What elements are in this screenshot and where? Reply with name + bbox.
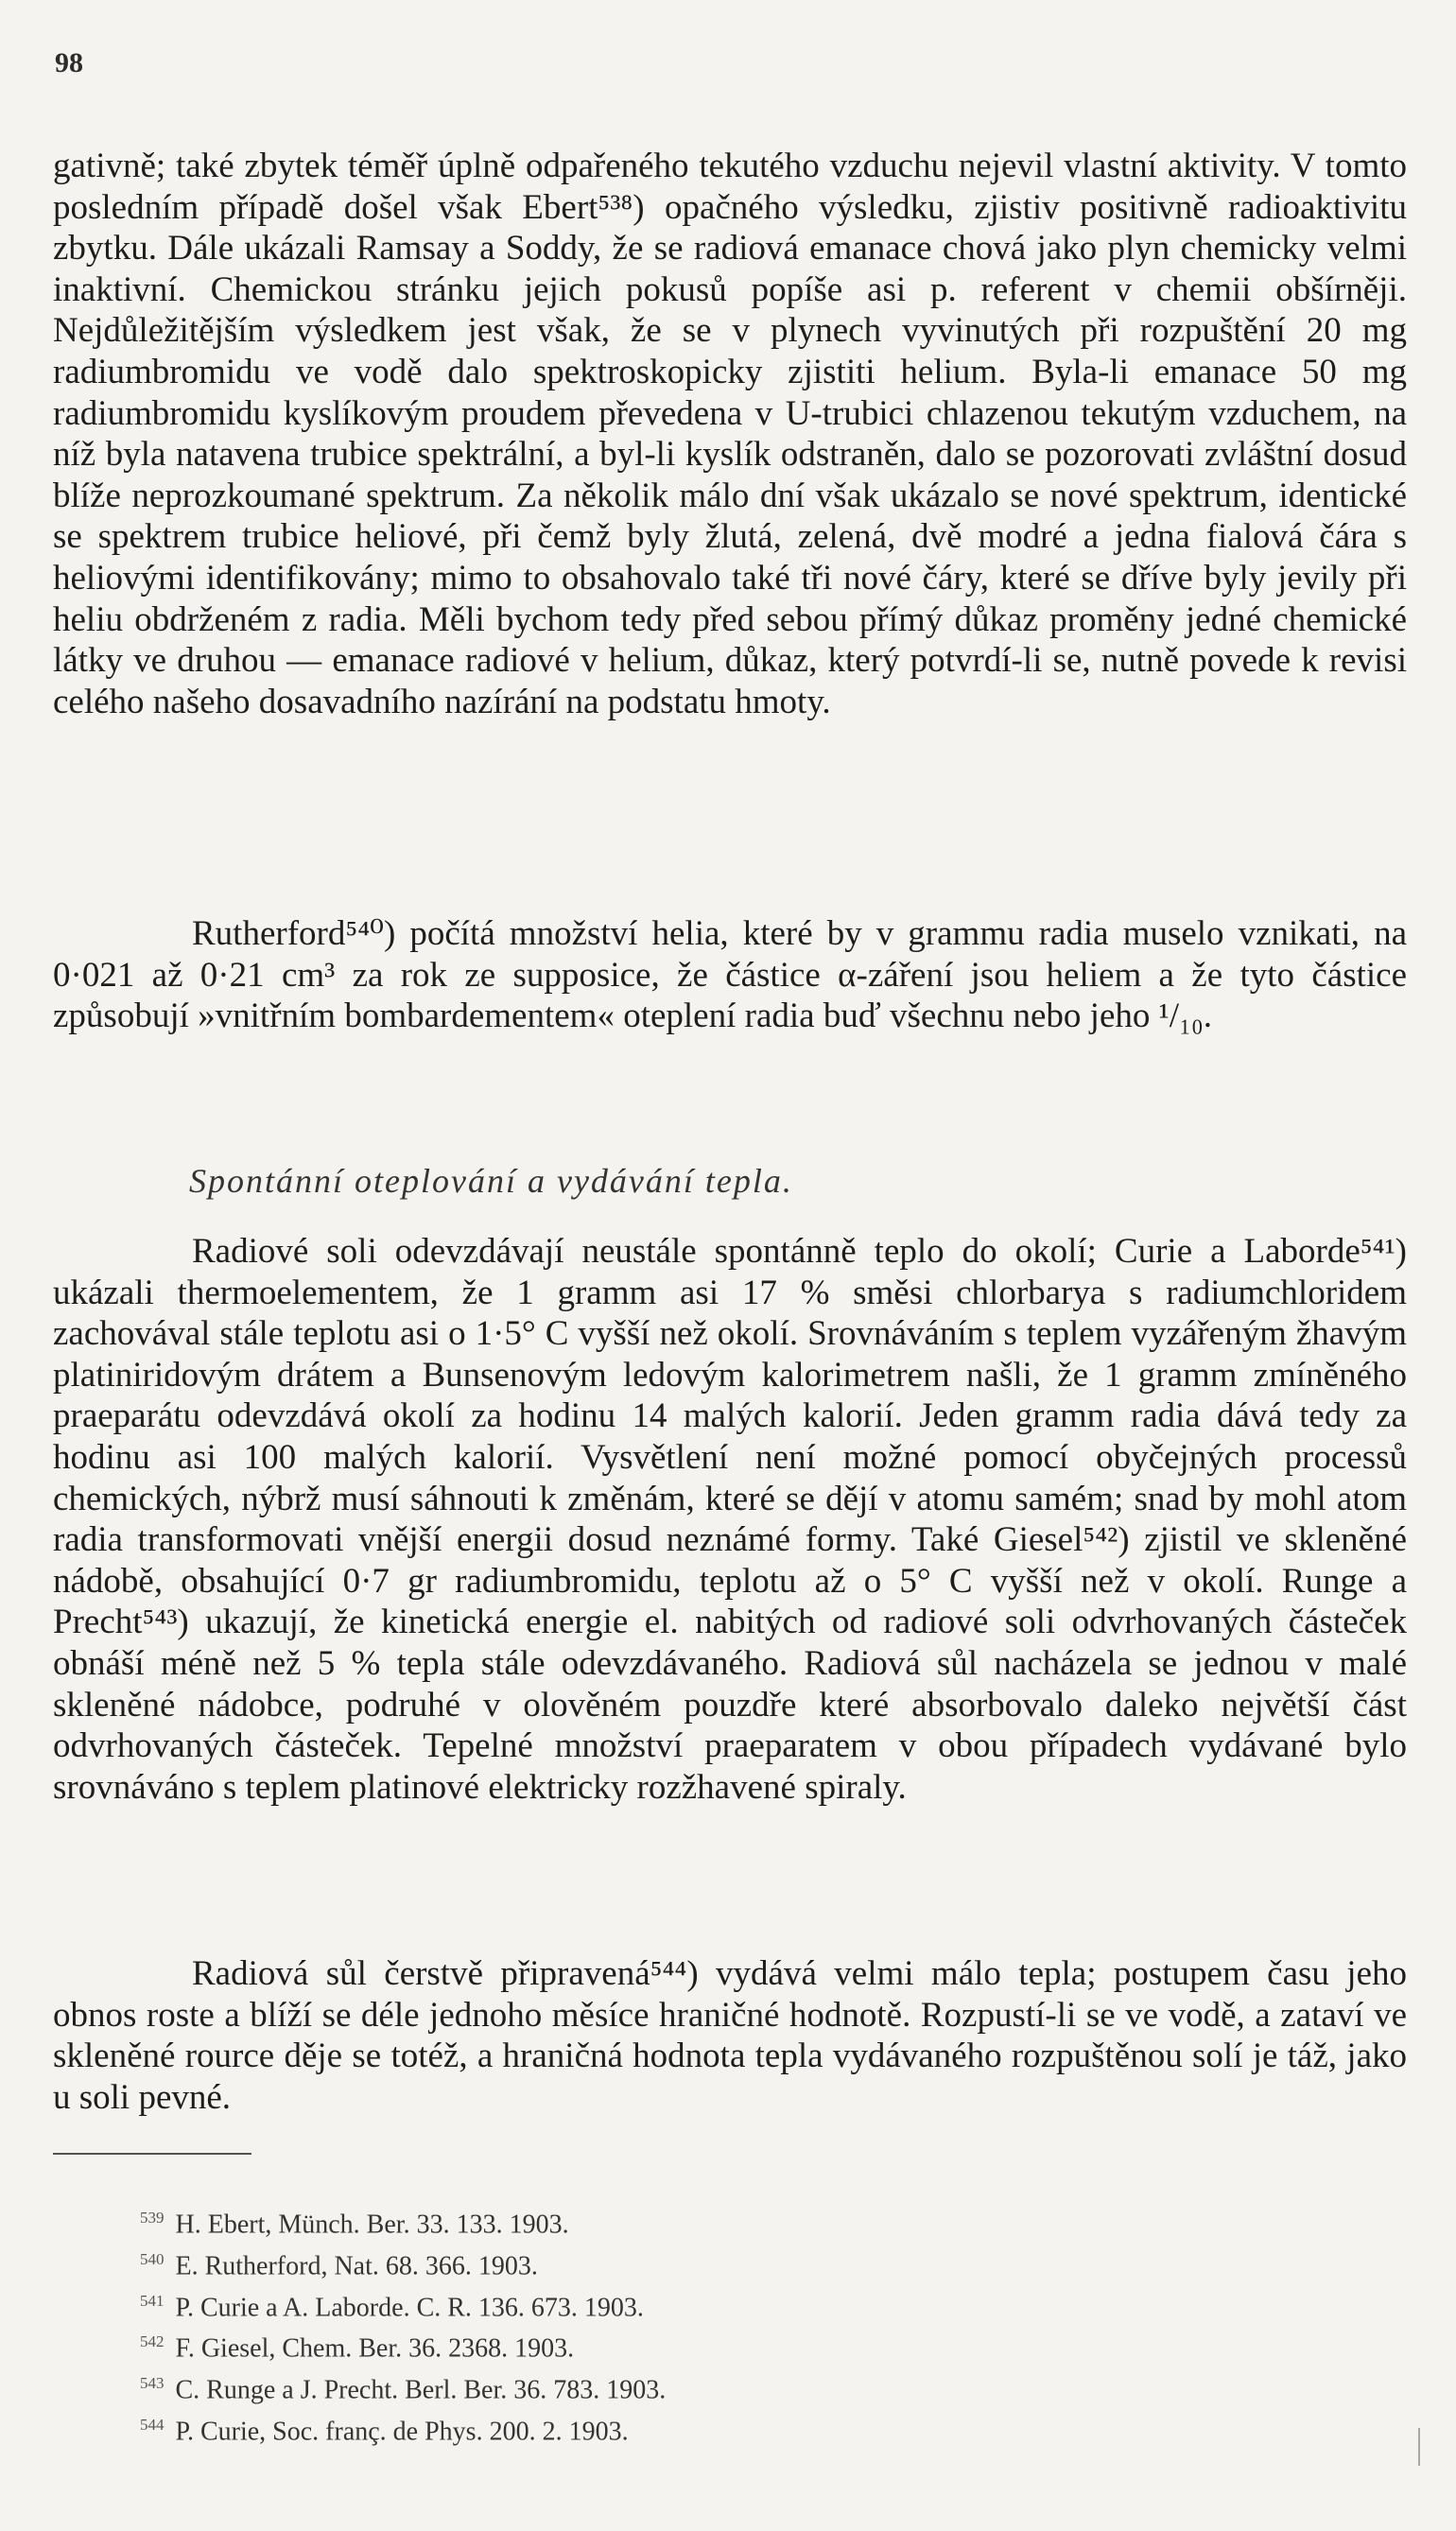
- footnote-number: 542: [140, 2332, 165, 2351]
- footnote-item: [140, 2325, 1274, 2366]
- footnote-item: [140, 2284, 1274, 2326]
- footnote-divider: [53, 2153, 251, 2155]
- paragraph-text: Radiová sůl čerstvě připravená⁵⁴⁴) vydává velmi málo tepla; postupem času jeho obnos roste a blíží se déle jednoho měsíce hraničné hodnotě. Rozpustí-li se ve vodě, a zataví ve skleněné rource děje se totéž, a hraničná hodnota tepla vydávaného rozpuštěnou solí je táž, jako u soli pevné.: [53, 1954, 1407, 2117]
- footnote-item: [140, 2366, 1274, 2408]
- footnote-number: 544: [140, 2416, 165, 2435]
- footnote-item: [140, 2201, 1274, 2243]
- footnote-number: 543: [140, 2374, 165, 2393]
- page-number: 98: [55, 47, 83, 78]
- paragraph-text: gativně; také zbytek téměř úplně odpařeného tekutého vzduchu nejevil vlastní aktivity. V tomto posledním případě došel však Ebert⁵³⁸) opačného výsledku, zjistiv positivně radioaktivitu zbytku. Dále ukázali Ramsay a Soddy, že se radiová emanace chová jako plyn chemicky velmi inaktivní. Chemickou stránku jejich pokusů popíše asi p. referent v chemii obšírněji. Nejdůležitějším výsledkem jest však, že se v plynech vyvinutých při rozpuštění 20 mg radiumbromidu ve vodě dalo spektroskopicky zjistiti helium. Byla-li emanace 50 mg radiumbromidu kyslíkovým proudem převedena v U-trubici chlazenou tekutým vzduchem, na níž byla natavena trubice spektrální, a byl-li kyslík odstraněn, dalo se pozorovati zvláštní dosud blíže neprozkoumané spektrum. Za několik málo dní však ukázalo se nové spektrum, identické se spektrem trubice heliové, při čemž byly žlutá, zelená, dvě modré a jedna fialová čára s heliovými identifikovány; mimo to obsahovalo také tři nové čáry, které se dříve byly jevily při heliu obdrženém z radia. Měli bychom tedy před sebou přímý důkaz proměny jedné chemické látky ve druhou — emanace radiové v helium, důkaz, který potvrdí-li se, nutně povede k revisi celého našeho dosavadního nazírání na podstatu hmoty.: [53, 147, 1407, 721]
- scan-artifact-mark: [1418, 2428, 1420, 2466]
- footnote-item: [140, 2243, 1274, 2284]
- body-paragraph-2: [53, 913, 1407, 1037]
- paragraph-text: Radiové soli odevzdávají neustále spontánně teplo do okolí; Curie a Laborde⁵⁴¹) ukázali thermoelementem, že 1 gramm asi 17 % směsi chlorbarya s radiumchloridem zachovával stále teplotu asi o 1·5° C vyšší než okolí. Srovnáváním s teplem vyzářeným žhavým platiniridovým drátem a Bunsenovým ledovým kalorimetrem našli, že 1 gramm zmíněného praeparátu odevzdává okolí za hodinu 14 malých kalorií. Jeden gramm radia dává tedy za hodinu asi 100 malých kalorií. Vysvětlení není možné pomocí obyčejných processů chemických, nýbrž musí sáhnouti k změnám, které se dějí v atomu samém; snad by mohl atom radia transformovati vnější energii dosud neznámé formy. Také Giesel⁵⁴²) zjistil ve skleněné nádobě, obsahující 0·7 gr radiumbromidu, teplotu až o 5° C vyšší než v okolí. Runge a Precht⁵⁴³) ukazují, že kinetická energie el. nabitých od radiové soli odvrhovaných částeček obnáší méně než 5 % tepla stále odevzdávaného. Radiová sůl nacházela se jednou v malé skleněné nádobce, podruhé v olověném pouzdře které absorbovalo daleko největší část odvrhovaných částeček. Tepelné množství praeparatem v obou případech vydávané bylo srovnáváno s teplem platinové elektricky rozžhavené spiraly.: [53, 1232, 1407, 1807]
- footnote-text: F. Giesel, Chem. Ber. 36. 2368. 1903.: [175, 2333, 575, 2364]
- footnote-item: [140, 2408, 1274, 2450]
- footnote-number: 540: [140, 2249, 165, 2268]
- footnote-text: E. Rutherford, Nat. 68. 366. 1903.: [175, 2251, 538, 2281]
- footnote-text: P. Curie, Soc. franç. de Phys. 200. 2. 1903.: [175, 2417, 629, 2447]
- section-heading: Spontánní oteplování a vydávání tepla.: [189, 1162, 793, 1200]
- paragraph-text: Rutherford⁵⁴⁰) počítá množství helia, které by v grammu radia muselo vznikati, na 0·021 až 0·21 cm³ za rok ze supposice, že částice α-záření jsou heliem a že tyto částice způsobují »vnitřním bombardementem« oteplení radia buď všechnu nebo jeho ¹/₁₀.: [53, 914, 1407, 1036]
- footnote-text: H. Ebert, Münch. Ber. 33. 133. 1903.: [175, 2210, 569, 2240]
- body-paragraph-1: [53, 146, 1407, 722]
- footnote-text: P. Curie a A. Laborde. C. R. 136. 673. 1903.: [175, 2292, 644, 2322]
- footnotes-list: [140, 2201, 1274, 2450]
- footnote-number: 539: [140, 2209, 165, 2227]
- footnote-text: C. Runge a J. Precht. Berl. Ber. 36. 783. 1903.: [175, 2375, 667, 2405]
- body-paragraph-4: [53, 1953, 1407, 2118]
- body-paragraph-3: [53, 1231, 1407, 1808]
- footnote-number: 541: [140, 2291, 165, 2310]
